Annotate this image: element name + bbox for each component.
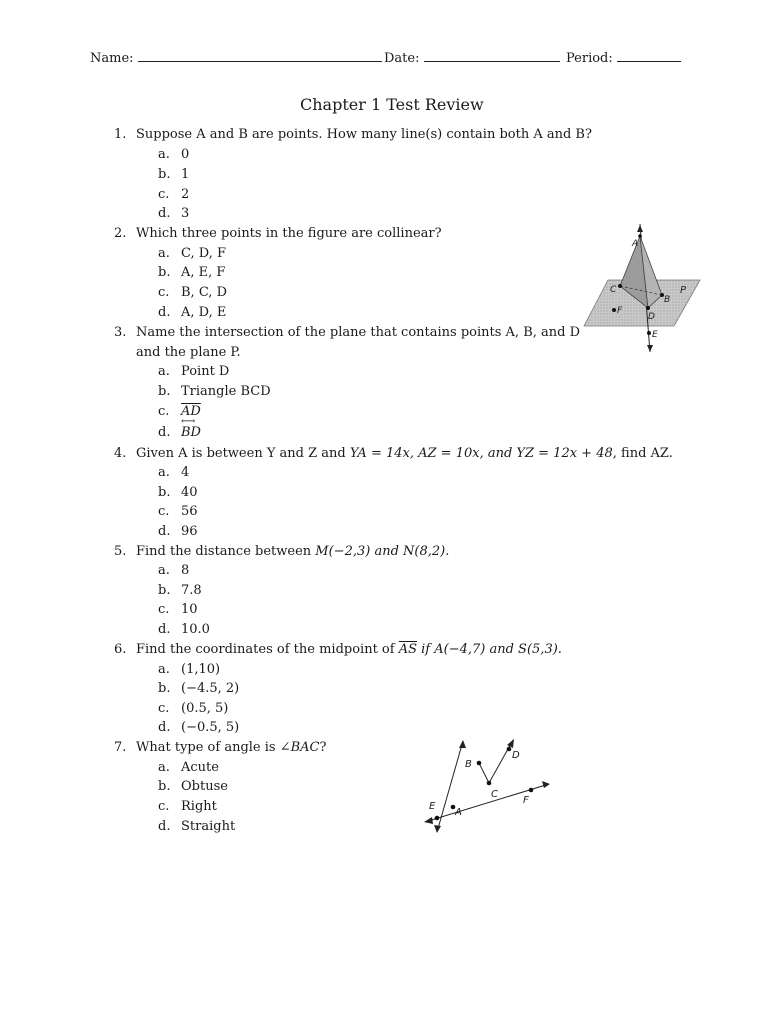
- option-letter: d.: [158, 425, 171, 440]
- question-text: [136, 740, 326, 755]
- option-letter: c.: [158, 701, 170, 716]
- question-math: M(−2,3) and N(8,2): [315, 544, 446, 559]
- option-letter: b.: [158, 779, 171, 794]
- name-label: Name:: [90, 51, 134, 66]
- option-text: 3: [181, 206, 190, 221]
- question-text: Name the intersection of the plane that contains points A, B, and D: [136, 325, 581, 340]
- name-field[interactable]: [90, 48, 382, 66]
- option-letter: b.: [158, 583, 171, 598]
- question-text-a: What type of angle is: [136, 740, 280, 755]
- point-e: [647, 331, 651, 335]
- point-f: [612, 308, 616, 312]
- label-c: C: [610, 285, 617, 295]
- label-f: F: [617, 306, 623, 316]
- option-text: 96: [181, 524, 198, 539]
- option-text: Straight: [181, 819, 236, 834]
- label-e: E: [429, 801, 436, 812]
- segment-as: $\overline{AS}$: [398, 642, 418, 657]
- question-number: 3.: [114, 325, 127, 340]
- date-blank[interactable]: [424, 48, 560, 62]
- option-text: Right: [181, 799, 217, 814]
- question-math: YA = 14x, AZ = 10x, and YZ = 12x + 48: [349, 446, 613, 461]
- option-letter: d.: [158, 524, 171, 539]
- label-d: D: [648, 312, 655, 322]
- point-e: [435, 816, 440, 821]
- option-text: (0.5, 5): [181, 701, 229, 716]
- option-text: 1: [181, 167, 190, 182]
- option-letter: c.: [158, 602, 170, 617]
- question-text: [136, 642, 562, 657]
- option-letter: d.: [158, 305, 171, 320]
- line-bd-text: BD: [181, 425, 201, 440]
- option-text: 10: [181, 602, 198, 617]
- option-letter: c.: [158, 285, 170, 300]
- period-blank[interactable]: [617, 48, 681, 62]
- point-d: [646, 306, 650, 310]
- point-b: [477, 761, 482, 766]
- question-text-a: Find the distance between: [136, 544, 316, 559]
- option-text: 10.0: [181, 622, 210, 637]
- date-field[interactable]: [384, 48, 560, 66]
- question-text: [136, 544, 449, 559]
- option-text: Triangle BCD: [181, 384, 271, 399]
- option-letter: c.: [158, 799, 170, 814]
- option-text: (−4.5, 2): [181, 681, 240, 696]
- point-d: [507, 747, 512, 752]
- plane-figure: [582, 220, 702, 355]
- question-text-c: ?: [319, 740, 327, 755]
- question-number: 5.: [114, 544, 127, 559]
- option-letter: c.: [158, 504, 170, 519]
- question-number: 6.: [114, 642, 127, 657]
- option-letter: c.: [158, 404, 170, 419]
- question-1: [114, 127, 126, 142]
- label-d: D: [512, 750, 520, 761]
- option-letter: a.: [158, 465, 170, 480]
- option-text: 7.8: [181, 583, 202, 598]
- option-b: [158, 167, 170, 182]
- option-text: C, D, F: [181, 246, 226, 261]
- angle-figure: [415, 735, 555, 840]
- double-arrow-icon: ⟷: [181, 416, 195, 427]
- option-text: Point D: [181, 364, 230, 379]
- question-text-cont: and the plane P.: [136, 345, 241, 360]
- label-b: B: [465, 759, 472, 770]
- option-letter: d.: [158, 622, 171, 637]
- period-label: Period:: [566, 51, 613, 66]
- option-text: Obtuse: [181, 779, 228, 794]
- question-text: Suppose A and B are points. How many line(s) contain both A and B?: [136, 127, 592, 142]
- ray-ab: [437, 741, 463, 832]
- label-a: A: [632, 239, 639, 249]
- option-text: 56: [181, 504, 198, 519]
- name-blank[interactable]: [138, 48, 382, 62]
- option-text: A, D, E: [181, 305, 227, 320]
- option-letter: c.: [158, 187, 170, 202]
- question-text-a: Find the coordinates of the midpoint of: [136, 642, 399, 657]
- question-text-c: , find AZ.: [612, 446, 673, 461]
- option-text: B, C, D: [181, 285, 227, 300]
- period-field[interactable]: [566, 48, 681, 66]
- option-text: 8: [181, 563, 190, 578]
- point-c: [487, 781, 492, 786]
- question-text-c: .: [445, 544, 450, 559]
- option-letter: a.: [158, 147, 170, 162]
- page-title: Chapter 1 Test Review: [300, 95, 484, 114]
- segment-ad: $\overline{AD}$: [181, 404, 201, 419]
- label-c: C: [491, 789, 498, 800]
- label-plane-p: P: [680, 285, 687, 296]
- option-letter: a.: [158, 246, 170, 261]
- option-letter: b.: [158, 681, 171, 696]
- label-e: E: [652, 330, 658, 340]
- segment-bc: [479, 763, 489, 783]
- option-text: Acute: [181, 760, 219, 775]
- option-letter: b.: [158, 167, 171, 182]
- option-a: [158, 147, 170, 162]
- option-letter: d.: [158, 720, 171, 735]
- label-f: F: [523, 795, 529, 806]
- label-b: B: [664, 295, 671, 305]
- option-letter: a.: [158, 760, 170, 775]
- option-text: 0: [181, 147, 190, 162]
- option-text: 4: [181, 465, 190, 480]
- question-text: Which three points in the figure are collinear?: [136, 226, 442, 241]
- question-number: 4.: [114, 446, 127, 461]
- option-letter: b.: [158, 485, 171, 500]
- option-d: [158, 206, 170, 221]
- point-c: [618, 284, 622, 288]
- option-text: (1,10): [181, 662, 221, 677]
- question-number: 2.: [114, 226, 127, 241]
- option-c: [158, 187, 169, 202]
- question-number: 7.: [114, 740, 127, 755]
- line-bd: [181, 416, 201, 440]
- option-letter: a.: [158, 364, 170, 379]
- question-number: 1.: [114, 127, 127, 142]
- question-text-c: .: [557, 642, 562, 657]
- option-letter: d.: [158, 206, 171, 221]
- option-letter: a.: [158, 662, 170, 677]
- option-text: (−0.5, 5): [181, 720, 240, 735]
- option-text: A, E, F: [181, 265, 226, 280]
- ray-cd: [489, 740, 513, 783]
- question-text-a: Given A is between Y and Z and: [136, 446, 350, 461]
- question-math: if A(−4,7) and S(5,3): [417, 642, 558, 657]
- option-letter: d.: [158, 819, 171, 834]
- option-letter: a.: [158, 563, 170, 578]
- label-a: A: [455, 807, 462, 818]
- question-text: [136, 446, 673, 461]
- point-a: [638, 234, 642, 238]
- option-letter: b.: [158, 384, 171, 399]
- question-math: ∠BAC: [279, 740, 320, 755]
- point-f: [529, 788, 534, 793]
- date-label: Date:: [384, 51, 420, 66]
- option-text: 40: [181, 485, 198, 500]
- option-text: 2: [181, 187, 190, 202]
- option-letter: b.: [158, 265, 171, 280]
